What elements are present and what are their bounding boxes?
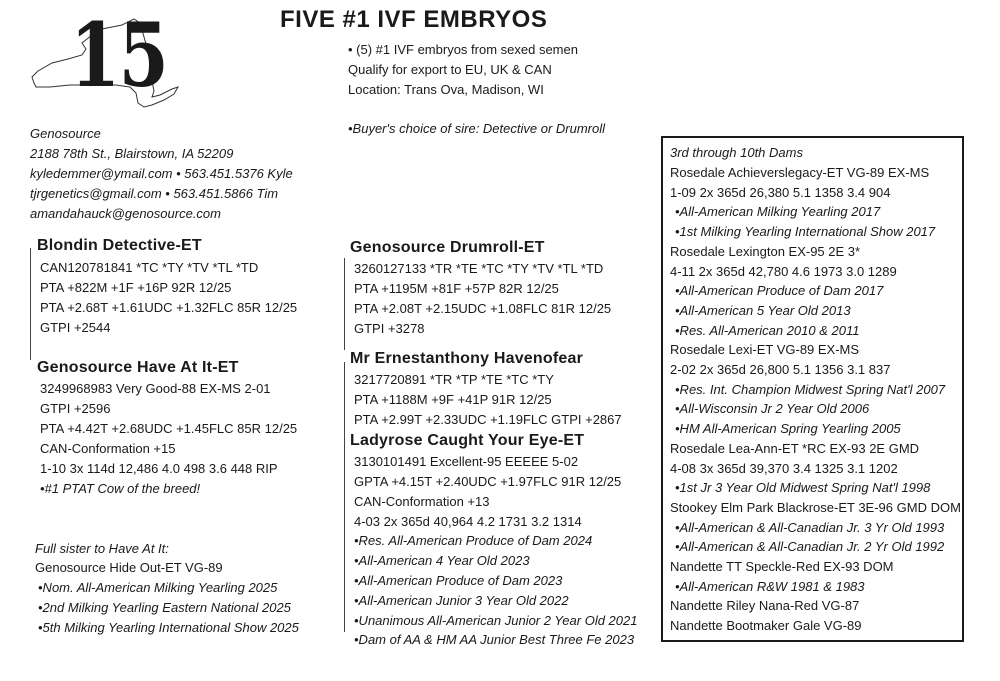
dam-record: Nandette Riley Nana-Red VG-87 [670,598,860,614]
dam-record: 1-09 2x 365d 26,380 5.1 1358 3.4 904 [670,184,891,200]
sire-detail: CAN120781841 *TC *TY *TV *TL *TD [40,260,259,275]
dam-record: Nandette TT Speckle-Red EX-93 DOM [670,559,894,574]
pedigree-bracket [344,362,345,632]
dam-name-haveatit: Genosource Have At It-ET [37,359,239,376]
sire-choice: •Buyer's choice of sire: Detective or Drumroll [348,121,606,136]
dam-award: •Res. Int. Champion Midwest Spring Nat'l 2007 [675,381,946,397]
dam-award: •1st Milking Yearling International Show 2017 [675,224,936,240]
dam-record: 2-02 2x 365d 26,800 5.1 1356 3.1 837 [670,362,891,377]
dam-detail: 1-10 3x 114d 12,486 4.0 498 3.6 448 RIP [40,461,278,476]
dam-award: •All-American & All-Canadian Jr. 3 Yr Old 1993 [675,519,945,535]
sire-detail: PTA +822M +1F +16P 92R 12/25 [40,280,232,295]
pedigree-bracket [344,258,345,350]
dam-note: •#1 PTAT Cow of the breed! [40,481,201,496]
dam-record: Rosedale Lexington EX-95 2E 3* [670,243,861,259]
dam-record: Rosedale Lea-Ann-ET *RC EX-93 2E GMD [670,440,920,456]
detail-line: • (5) #1 IVF embryos from sexed semen [348,42,578,57]
dam-award: •Res. All-American 2010 & 2011 [675,322,860,338]
dam-record: Nandette Bootmaker Gale VG-89 [670,618,862,634]
lot-number: 15 [70,3,168,107]
sister-heading: Full sister to Have At It: [35,541,169,556]
dam-detail: CAN-Conformation +13 [354,494,490,509]
dam-record: Rosedale Achieverslegacy-ET VG-89 EX-MS [670,165,930,180]
dams-heading: 3rd through 10th Dams [670,145,803,160]
dam-record: Stookey Elm Park Blackrose-ET 3E-96 GMD DOM [670,499,961,515]
dam-note: •All-American Junior 3 Year Old 2022 [354,593,569,608]
dam-note: •Res. All-American Produce of Dam 2024 [354,533,593,548]
sire-detail: 3260127133 *TR *TE *TC *TY *TV *TL *TD [354,261,604,276]
consignor-name: Genosource [30,126,101,141]
sire-name-detective: Blondin Detective-ET [37,237,202,254]
sister-note: •2nd Milking Yearling Eastern National 2025 [38,600,291,615]
consignor-contact: kyledemmer@ymail.com • 563.451.5376 Kyle [30,166,293,181]
dam-record: 4-08 3x 365d 39,370 3.4 1325 3.1 1202 [670,460,898,476]
dam-note: •All-American 4 Year Old 2023 [354,553,530,568]
dam-detail: GTPI +2596 [40,401,111,416]
sire-detail: GTPI +3278 [354,321,425,336]
sire-detail: PTA +2.99T +2.33UDC +1.19FLC GTPI +2867 [354,412,622,427]
dam-record: Rosedale Lexi-ET VG-89 EX-MS [670,342,860,358]
sire-detail: PTA +2.68T +1.61UDC +1.32FLC 85R 12/25 [40,300,298,315]
dam-name-caughtyoureye: Ladyrose Caught Your Eye-ET [350,432,585,449]
sire-name-havenofear: Mr Ernestanthony Havenofear [350,350,584,367]
dam-award: •All-American Milking Yearling 2017 [675,204,881,220]
sire-detail: GTPI +2544 [40,320,111,335]
pedigree-bracket [30,248,31,360]
dam-note: •Unanimous All-American Junior 2 Year Old 2021 [354,613,638,628]
dam-detail: 3130101491 Excellent-95 EEEEE 5-02 [354,454,579,469]
dam-record: 4-11 2x 365d 42,780 4.6 1973 3.0 1289 [670,263,897,279]
dam-detail: GPTA +4.15T +2.40UDC +1.97FLC 91R 12/25 [354,474,622,489]
sister-note: •5th Milking Yearling International Show 2025 [38,620,299,635]
page-title: FIVE #1 IVF EMBRYOS [280,6,548,33]
detail-line: Location: Trans Ova, Madison, WI [348,82,544,97]
sire-detail: 3217720891 *TR *TP *TE *TC *TY [354,372,554,387]
dam-award: •All-American 5 Year Old 2013 [675,302,851,318]
dam-award: •1st Jr 3 Year Old Midwest Spring Nat'l 1998 [675,480,931,496]
dam-award: •All-American Produce of Dam 2017 [675,283,884,299]
dam-detail: PTA +4.42T +2.68UDC +1.45FLC 85R 12/25 [40,421,298,436]
sister-name: Genosource Hide Out-ET VG-89 [35,560,223,575]
consignor-email: amandahauck@genosource.com [30,206,221,221]
dam-award: •HM All-American Spring Yearling 2005 [675,421,901,437]
consignor-address: 2188 78th St., Blairstown, IA 52209 [30,146,234,161]
dam-detail: CAN-Conformation +15 [40,441,176,456]
sister-note: •Nom. All-American Milking Yearling 2025 [38,580,278,595]
dam-award: •All-American R&W 1981 & 1983 [675,578,865,594]
sire-detail: PTA +1195M +81F +57P 82R 12/25 [354,281,559,296]
detail-line: Qualify for export to EU, UK & CAN [348,62,552,77]
dam-note: •All-American Produce of Dam 2023 [354,573,563,588]
dam-detail: 3249968983 Very Good-88 EX-MS 2-01 [40,381,271,396]
dam-detail: 4-03 2x 365d 40,964 4.2 1731 3.2 1314 [354,514,582,529]
sire-detail: PTA +1188M +9F +41P 91R 12/25 [354,392,552,407]
sire-detail: PTA +2.08T +2.15UDC +1.08FLC 81R 12/25 [354,301,612,316]
sire-name-drumroll: Genosource Drumroll-ET [350,239,545,256]
dam-award: •All-Wisconsin Jr 2 Year Old 2006 [675,401,870,417]
dam-award: •All-American & All-Canadian Jr. 2 Yr Old 1992 [675,539,945,555]
dam-note: •Dam of AA & HM AA Junior Best Three Fe 2023 [354,632,635,647]
consignor-contact: tjrgenetics@gmail.com • 563.451.5866 Tim [30,186,279,201]
